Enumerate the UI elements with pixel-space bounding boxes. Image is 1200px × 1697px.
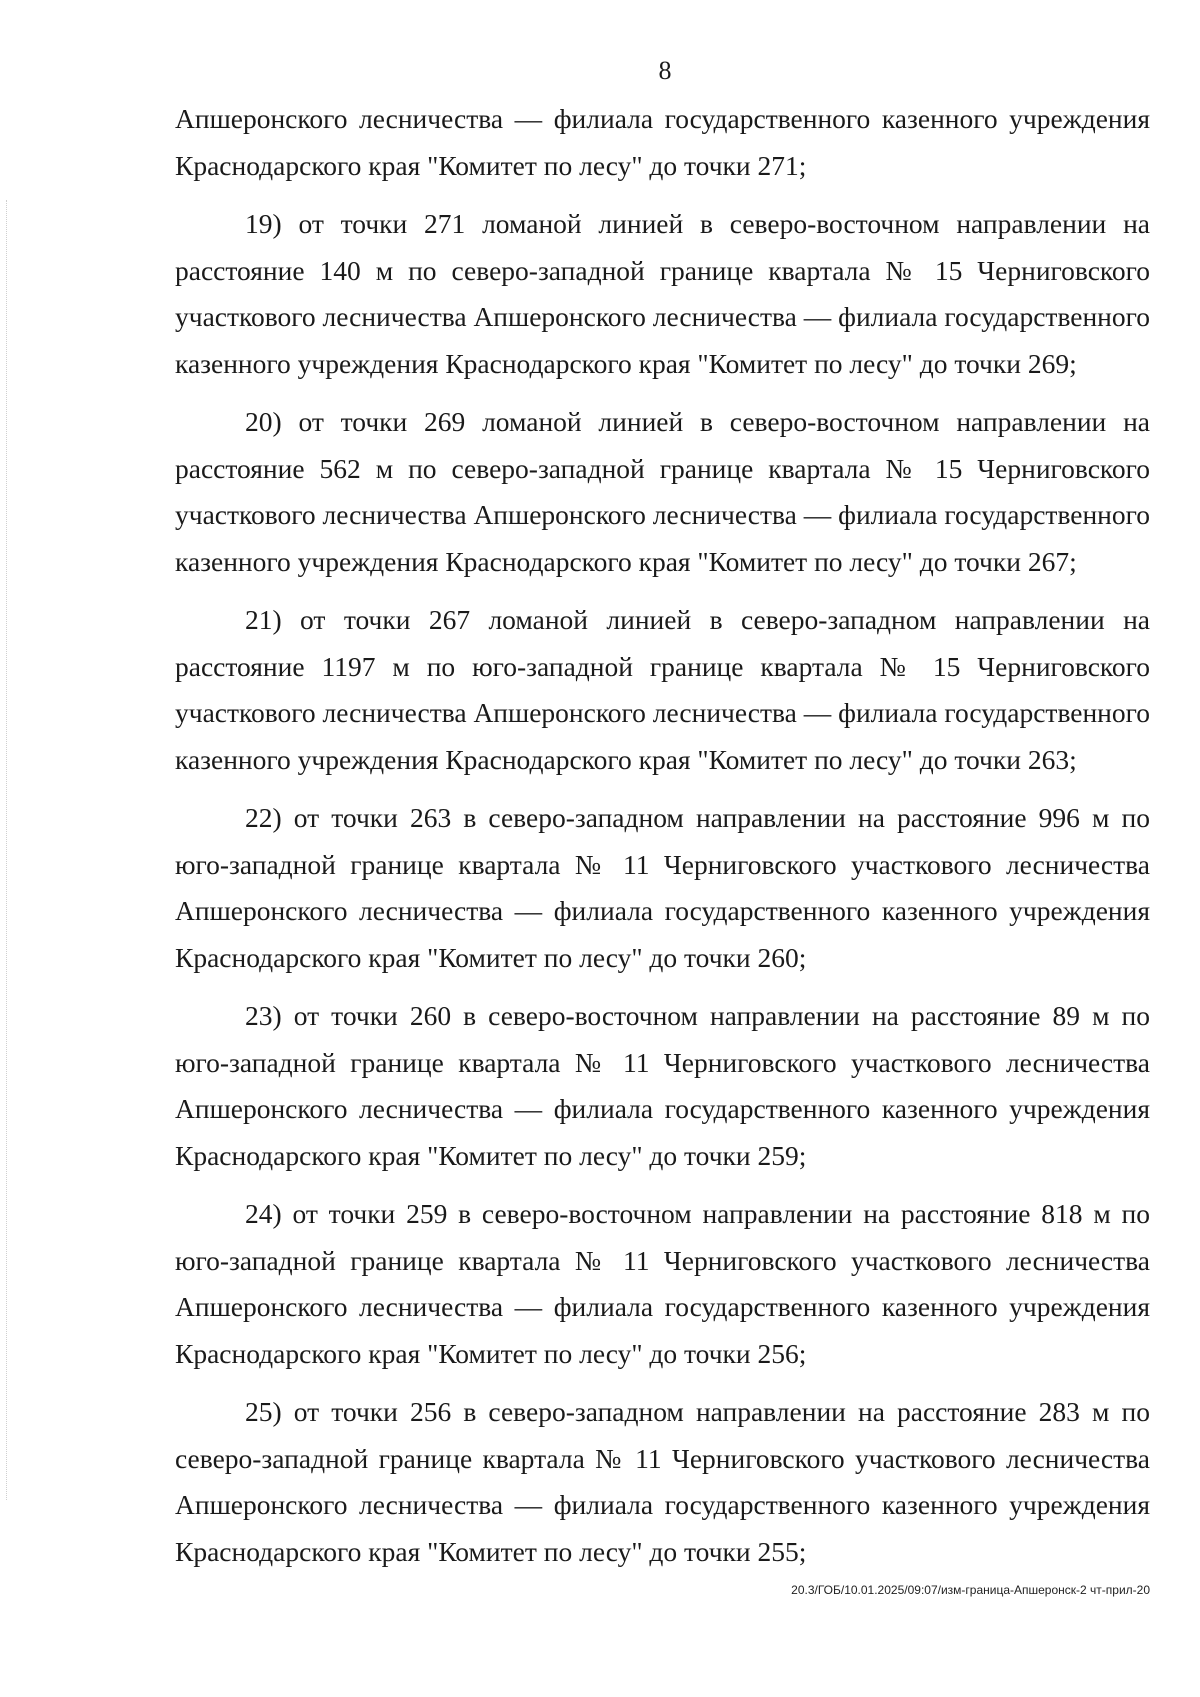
paragraph-item-24: 24) от точки 259 в северо-восточном направлении на расстояние 818 м по юго-западной границе квартала № 11 Черниговского участкового лесничества Апшеронского лесничества — филиала государственного казенного учреждения Краснодарского края "Комитет по лесу" до точки 256; (175, 1198, 1150, 1369)
paragraph-item-20: 20) от точки 269 ломаной линией в северо-восточном направлении на расстояние 562 м по северо-западной границе квартала № 15 Черниговского участкового лесничества Апшеронского лесничества — филиала государственного казенного учреждения Краснодарского края "Комитет по лесу" до точки 267; (175, 406, 1150, 577)
paragraph-item-19: 19) от точки 271 ломаной линией в северо-восточном направлении на расстояние 140 м по северо-западной границе квартала № 15 Черниговского участкового лесничества Апшеронского лесничества — филиала государственного казенного учреждения Краснодарского края "Комитет по лесу" до точки 269; (175, 208, 1150, 379)
paragraph-item-21: 21) от точки 267 ломаной линией в северо-западном направлении на расстояние 1197 м по юго-западной границе квартала № 15 Черниговского участкового лесничества Апшеронского лесничества — филиала государственного казенного учреждения Краснодарского края "Комитет по лесу" до точки 263; (175, 604, 1150, 775)
paragraph-item-23: 23) от точки 260 в северо-восточном направлении на расстояние 89 м по юго-западной границе квартала № 11 Черниговского участкового лесничества Апшеронского лесничества — филиала государственного казенного учреждения Краснодарского края "Комитет по лесу" до точки 259; (175, 1000, 1150, 1171)
paragraph-item-25: 25) от точки 256 в северо-западном направлении на расстояние 283 м по северо-западной границе квартала № 11 Черниговского участкового лесничества Апшеронского лесничества — филиала государственного казенного учреждения Краснодарского края "Комитет по лесу" до точки 255; (175, 1396, 1150, 1567)
page-number: 8 (658, 56, 672, 85)
paragraph-continuation: Апшеронского лесничества — филиала государственного казенного учреждения Краснодарского края "Комитет по лесу" до точки 271; (175, 103, 1150, 181)
paragraph-item-22: 22) от точки 263 в северо-западном направлении на расстояние 996 м по юго-западной границе квартала № 11 Черниговского участкового лесничества Апшеронского лесничества — филиала государственного казенного учреждения Краснодарского края "Комитет по лесу" до точки 260; (175, 802, 1150, 973)
document-footer-code: 20.3/ГОБ/10.01.2025/09:07/изм-граница-Апшеронск-2 чт-прил-20 (791, 1583, 1150, 1597)
scan-edge-artifact (6, 200, 9, 1500)
document-body (175, 96, 1150, 1587)
